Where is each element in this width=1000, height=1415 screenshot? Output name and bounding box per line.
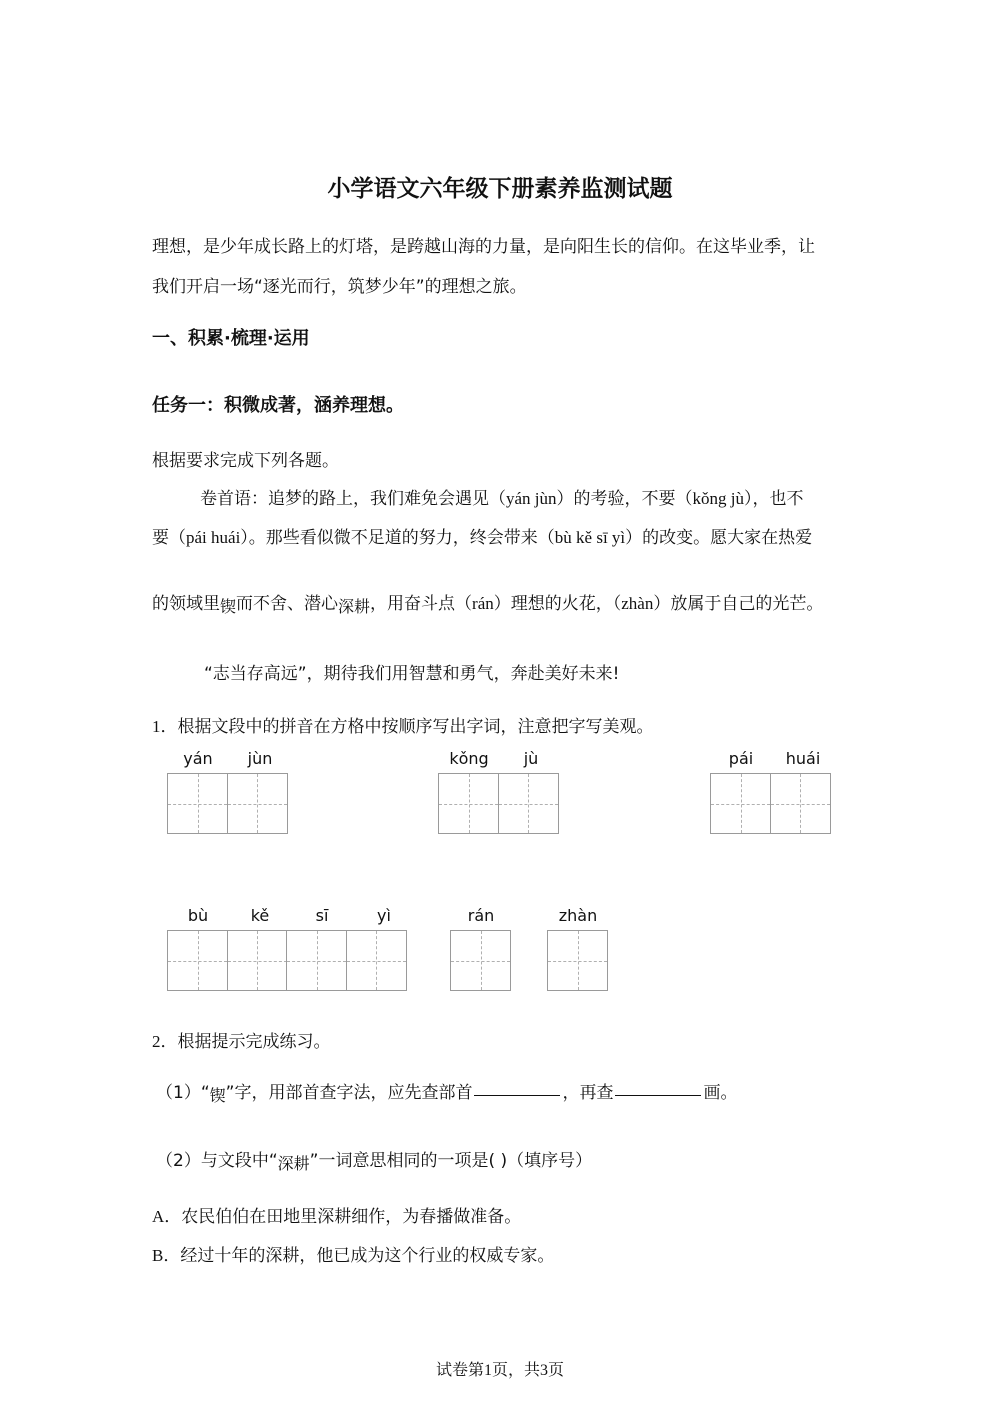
option-a[interactable]: A．农民伯伯在田地里深耕细作，为春播做准备。 [152, 1207, 522, 1227]
passage-line-3: 的领域里锲而不舍、潜心深耕，用奋斗点（rán）理想的火花，（zhàn）放属于自己的光芒。 [152, 594, 824, 616]
answer-blank-strokes[interactable] [615, 1095, 701, 1096]
writing-cell[interactable] [450, 930, 511, 991]
word-shengeng: 深耕 [338, 597, 371, 616]
grid-pinyin: huái [785, 749, 821, 768]
grid-pinyin: bù [187, 906, 209, 925]
option-b[interactable]: B．经过十年的深耕，他已成为这个行业的权威专家。 [152, 1246, 555, 1266]
grid-pinyin: rán [467, 906, 495, 925]
passage-line-2: 要（pái huái）。那些看似微不足道的努力，终会带来（bù kě sī yì）的改变。愿大家在热爱 [152, 528, 813, 548]
writing-cell[interactable] [167, 930, 228, 991]
word-shengeng-quoted: 深耕 [277, 1154, 310, 1173]
grid-pinyin: kǒng [449, 749, 489, 768]
passage-line-1: 卷首语：追梦的路上，我们难免会遇见（yán jùn）的考验，不要（kǒng jù），也不 [200, 489, 804, 509]
grid-pinyin: jù [523, 749, 539, 768]
intro-line-1: 理想，是少年成长路上的灯塔，是跨越山海的力量，是向阳生长的信仰。在这毕业季，让 [152, 237, 815, 257]
question-2-sub-2: （2）与文段中“深耕”一词意思相同的一项是( )（填序号） [156, 1151, 593, 1173]
writing-cell[interactable] [710, 773, 771, 834]
writing-cell[interactable] [227, 773, 288, 834]
grid-pinyin: pái [728, 749, 754, 768]
passage-line-4: “志当存高远”，期待我们用智慧和勇气，奔赴美好未来! [204, 664, 620, 684]
writing-cell[interactable] [167, 773, 228, 834]
task-heading: 任务一：积微成著，涵养理想。 [152, 395, 404, 416]
writing-cell[interactable] [286, 930, 347, 991]
answer-blank-radical[interactable] [474, 1095, 560, 1096]
writing-cell[interactable] [438, 773, 499, 834]
page-title: 小学语文六年级下册素养监测试题 [327, 176, 673, 202]
grid-pinyin: yán [183, 749, 213, 768]
question-1: 1．根据文段中的拼音在方格中按顺序写出字词，注意把字写美观。 [152, 717, 654, 737]
writing-cell[interactable] [770, 773, 831, 834]
pinyin-zhan: zhàn [621, 594, 654, 613]
section-heading: 一、积累·梳理·运用 [152, 328, 310, 349]
pinyin-paihuai: pái huái [186, 528, 241, 547]
question-2: 2．根据提示完成练习。 [152, 1032, 331, 1052]
grid-pinyin: yì [377, 906, 391, 925]
writing-cell[interactable] [227, 930, 288, 991]
pinyin-ran: rán [472, 594, 494, 613]
word-qie: 锲 [220, 597, 237, 616]
page-footer: 试卷第1页，共3页 [435, 1362, 564, 1379]
question-2-sub-1: （1）“锲”字，用部首查字法，应先查部首 ，再查 画。 [156, 1083, 738, 1105]
pinyin-yanjun: yán jùn [506, 489, 557, 508]
grid-pinyin: zhàn [558, 906, 598, 925]
word-qie-quoted: 锲 [209, 1086, 226, 1105]
pinyin-kongju: kǒng jù [692, 489, 745, 508]
instruction-text: 根据要求完成下列各题。 [152, 451, 339, 471]
writing-cell[interactable] [547, 930, 608, 991]
grid-pinyin: kě [250, 906, 270, 925]
writing-cell[interactable] [498, 773, 559, 834]
intro-line-2: 我们开启一场“逐光而行，筑梦少年”的理想之旅。 [152, 277, 527, 297]
writing-cell[interactable] [346, 930, 407, 991]
grid-pinyin: jùn [247, 749, 273, 768]
pinyin-bukesiyi: bù kě sī yì [554, 528, 626, 547]
grid-pinyin: sī [315, 906, 329, 925]
